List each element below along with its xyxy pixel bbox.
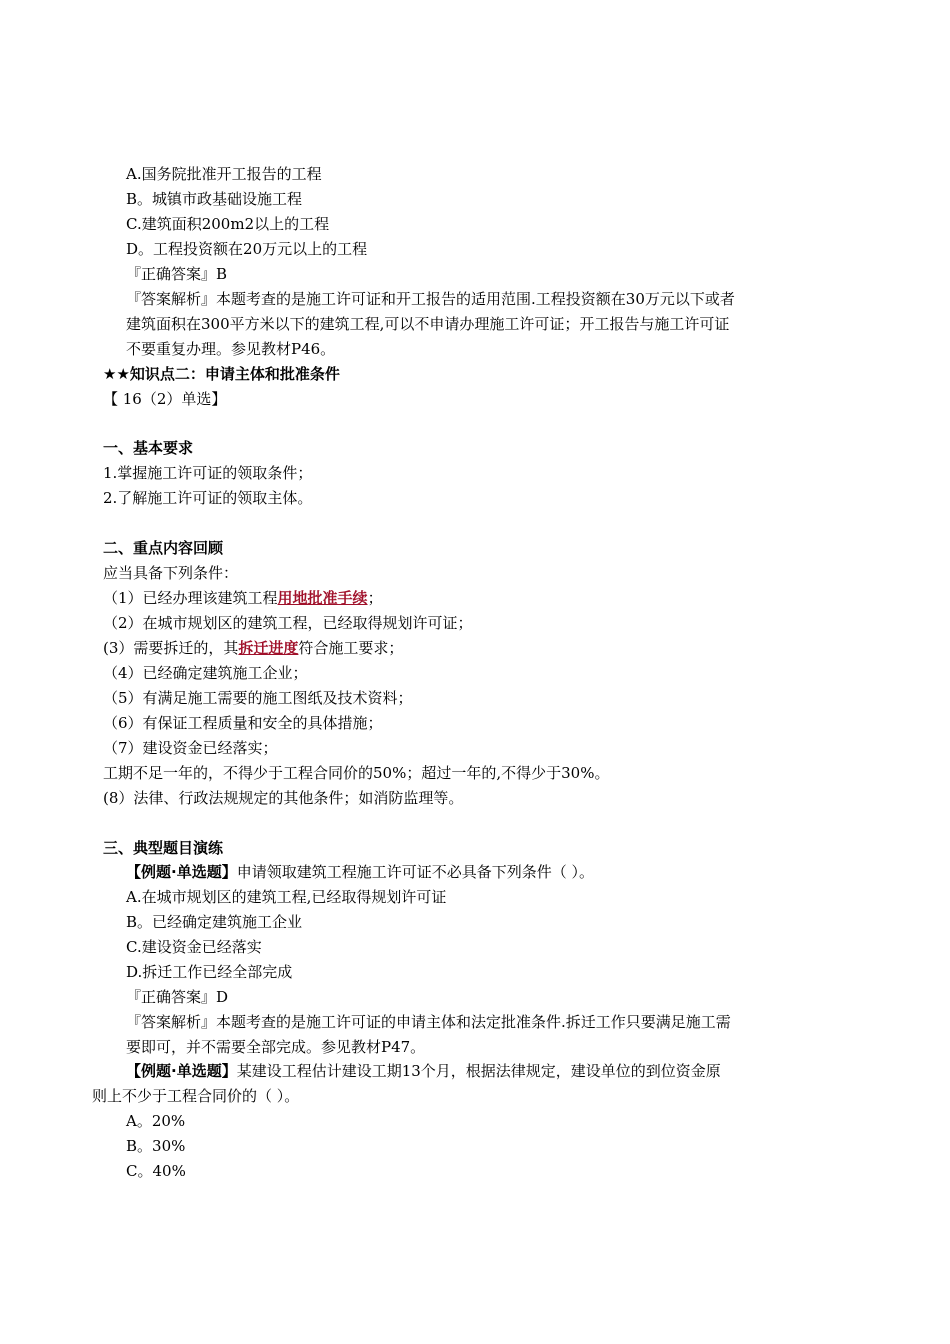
section2-heading: 二、重点内容回顾 <box>103 539 224 557</box>
condition-6: （6）有保证工程质量和安全的具体措施； <box>103 714 383 732</box>
q1-option-a: A.国务院批准开工报告的工程 <box>126 165 322 183</box>
example2-question: 某建设工程估计建设工期13个月，根据法律规定，建设单位的到位资金原 <box>236 1062 721 1080</box>
example1-option-d: D.拆迁工作已经全部完成 <box>126 963 293 981</box>
example1-label: 【例题·单选题】 <box>126 863 237 881</box>
condition-4: （4）已经确定建筑施工企业； <box>103 664 308 682</box>
condition-1 <box>103 588 383 608</box>
condition-7: （7）建设资金已经落实； <box>103 739 278 757</box>
condition-3-text: (3）需要拆迁的，其 <box>103 639 239 657</box>
condition-2: （2）在城市规划区的建筑工程，已经取得规划许可证； <box>103 614 473 632</box>
q1-analysis-line-3: 不要重复办理。参见教材P46。 <box>126 340 336 358</box>
condition-3-end: 符合施工要求； <box>298 639 404 657</box>
condition-8: (8）法律、行政法规规定的其他条件；如消防监理等。 <box>103 789 464 807</box>
q1-option-b: B。城镇市政基础设施工程 <box>126 190 303 208</box>
condition-3 <box>103 638 403 658</box>
example1-option-c: C.建设资金已经落实 <box>126 938 262 956</box>
example2-stem-line-2: 则上不少于工程合同价的（ ）。 <box>92 1087 300 1105</box>
condition-5: （5）有满足施工需要的施工图纸及技术资料； <box>103 689 413 707</box>
example2-option-a: A。20% <box>126 1112 186 1130</box>
q1-correct-answer: 『正确答案』B <box>126 265 228 283</box>
condition-3-highlight: 拆迁进度 <box>238 639 299 657</box>
example1-stem <box>126 862 594 882</box>
q1-option-d: D。工程投资额在20万元以上的工程 <box>126 240 368 258</box>
example2-stem-line-1 <box>126 1061 721 1081</box>
q1-analysis-line-1: 『答案解析』本题考查的是施工许可证和开工报告的适用范围.工程投资额在30万元以下或者 <box>126 290 735 308</box>
knowledge-point-heading: ★★知识点二：申请主体和批准条件 <box>103 365 340 383</box>
example2-label: 【例题·单选题】 <box>126 1062 237 1080</box>
example1-analysis-line-1: 『答案解析』本题考查的是施工许可证的申请主体和法定批准条件.拆迁工作只要满足施工需 <box>126 1013 731 1031</box>
section1-item-1: 1.掌握施工许可证的领取条件； <box>103 464 313 482</box>
example1-option-a: A.在城市规划区的建筑工程,已经取得规划许可证 <box>126 888 447 906</box>
example2-option-c: C。40% <box>126 1162 186 1180</box>
q1-analysis-line-2: 建筑面积在300平方米以下的建筑工程,可以不申请办理施工许可证；开工报告与施工许可证 <box>126 315 730 333</box>
condition-1-highlight: 用地批准手续 <box>277 589 368 607</box>
example1-analysis-line-2: 要即可，并不需要全部完成。参见教材P47。 <box>126 1038 426 1056</box>
section1-item-2: 2.了解施工许可证的领取主体。 <box>103 489 313 507</box>
example1-question: 申请领取建筑工程施工许可证不必具备下列条件（ ）。 <box>236 863 594 881</box>
example2-option-b: B。30% <box>126 1137 186 1155</box>
condition-1-text: （1）已经办理该建筑工程 <box>103 589 278 607</box>
section3-heading: 三、典型题目演练 <box>103 839 224 857</box>
example1-option-b: B。已经确定建筑施工企业 <box>126 913 303 931</box>
example1-correct-answer: 『正确答案』D <box>126 988 229 1006</box>
exam-tag: 【 16（2）单选】 <box>103 390 227 408</box>
condition-7-note: 工期不足一年的，不得少于工程合同价的50%；超过一年的,不得少于30%。 <box>103 764 610 782</box>
condition-1-end: ； <box>367 589 383 607</box>
q1-option-c: C.建筑面积200m2以上的工程 <box>126 215 330 233</box>
conditions-intro: 应当具备下列条件： <box>103 564 239 582</box>
section1-heading: 一、基本要求 <box>103 439 194 457</box>
